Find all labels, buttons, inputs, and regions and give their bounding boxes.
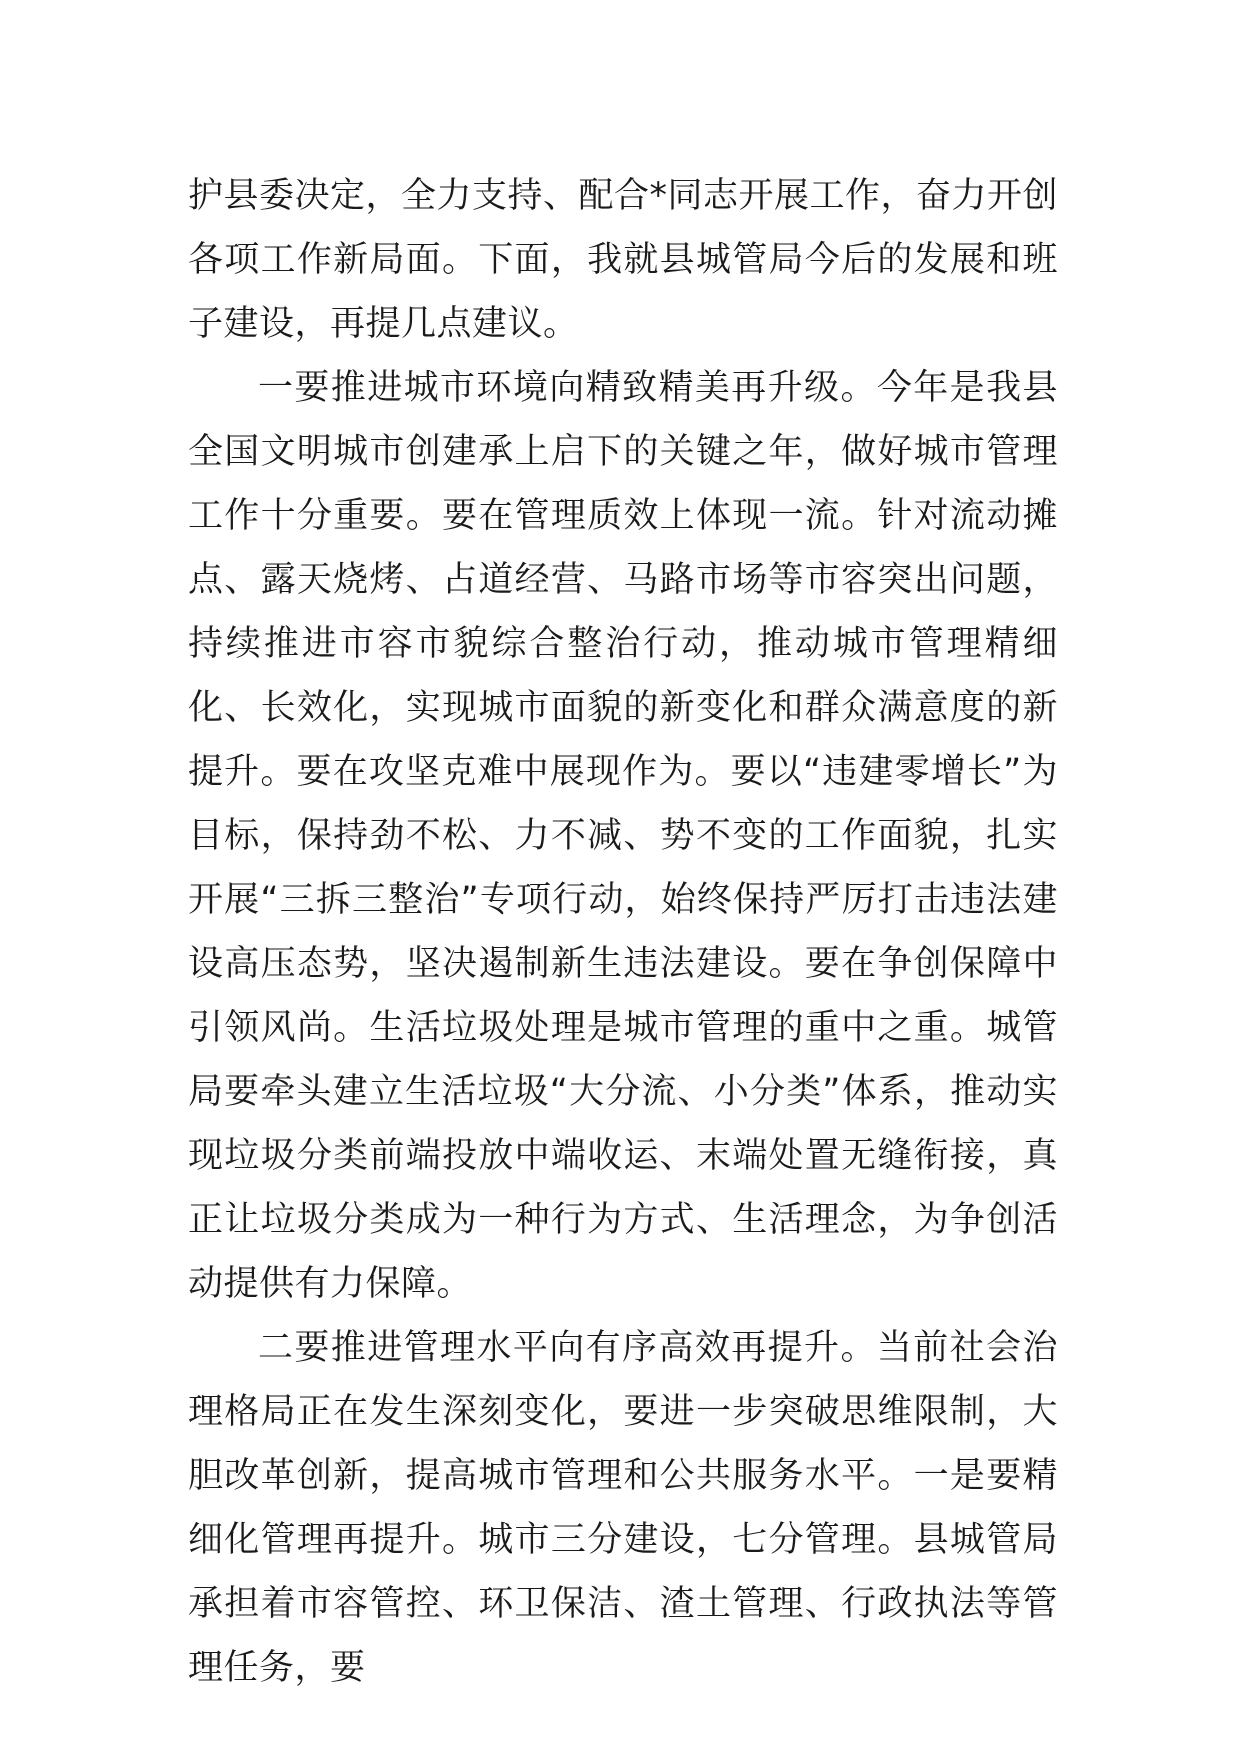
paragraph-management-level: 二要推进管理水平向有序高效再提升。当前社会治理格局正在发生深刻变化，要进一步突破思维限制，大胆改革创新，提高城市管理和公共服务水平。一是要精细化管理再提升。城市三分建设，七分管理。县城管局承担着市容管控、环卫保洁、渣土管理、行政执法等管理任务，要 — [188, 1328, 1058, 1688]
paragraph-continuation: 护县委决定，全力支持、配合*同志开展工作，奋力开创各项工作新局面。下面，我就县城管局今后的发展和班子建设，再提几点建议。 — [188, 176, 1059, 344]
paragraph-city-environment: 一要推进城市环境向精致精美再升级。今年是我县全国文明城市创建承上启下的关键之年，做好城市管理工作十分重要。要在管理质效上体现一流。针对流动摊点、露天烧烤、占道经营、马路市场等市容突出问题，持续推进市容市貌综合整治行动，推动城市管理精细化、长效化，实现城市面貌的新变化和群众满意度的新提升。要在攻坚克难中展现作为。要以“违建零增长”为目标，保持劲不松、力不减、势不变的工作面貌，扎实开展“三拆三整治”专项行动，始终保持严厉打击违法建设高压态势，坚决遏制新生违法建设。要在争创保障中引领风尚。生活垃圾处理是城市管理的重中之重。城管局要牵头建立生活垃圾“大分流、小分类”体系，推动实现垃圾分类前端投放中端收运、末端处置无缝衔接，真正让垃圾分类成为一种行为方式、生活理念，为争创活动提供有力保障。 — [188, 368, 1058, 1304]
document-body — [188, 164, 1058, 1700]
